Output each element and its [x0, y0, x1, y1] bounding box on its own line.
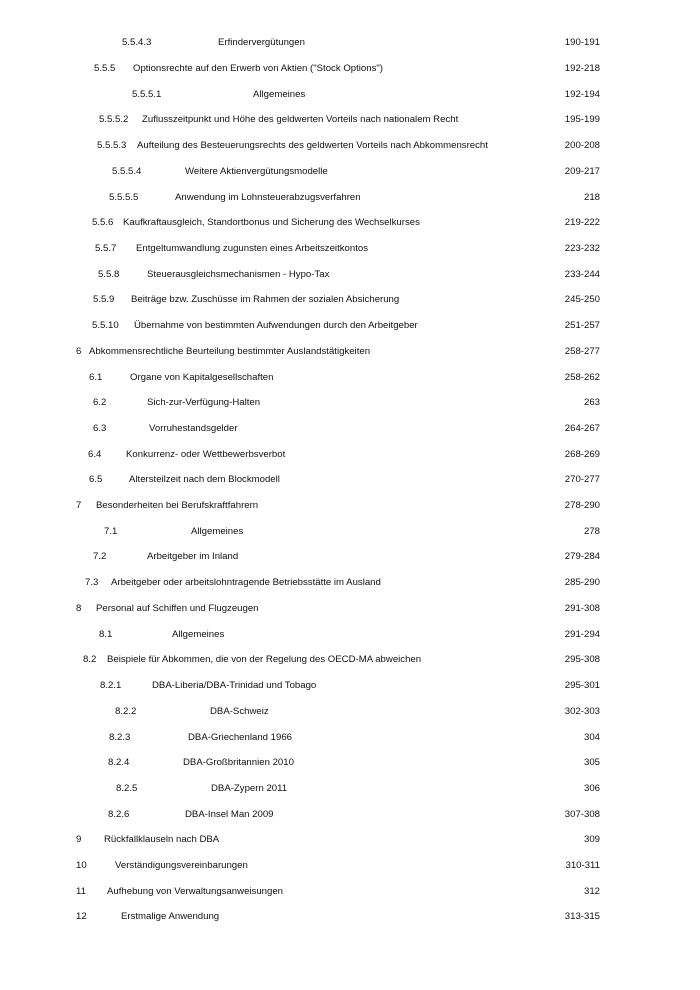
toc-entry-pages: 291-294: [564, 629, 600, 640]
toc-entry-number: 5.5.5.5: [109, 192, 139, 203]
toc-entry: [0, 678, 700, 694]
toc-entry-pages: 192-194: [564, 89, 600, 100]
toc-entry-title: DBA-Liberia/DBA-Trinidad und Tobago: [152, 680, 317, 691]
toc-entry-number: 6.4: [88, 449, 102, 460]
toc-entry: [0, 807, 700, 823]
toc-entry: [0, 704, 700, 720]
toc-entry-pages: 310-311: [565, 860, 600, 871]
toc-entry-title: Erfindervergütungen: [218, 37, 305, 48]
toc-entry: [0, 601, 700, 617]
toc-entry-number: 8.2.4: [108, 757, 130, 768]
toc-entry: [0, 909, 700, 925]
toc-entry-number: 5.5.5.2: [99, 114, 129, 125]
toc-entry-pages: 285-290: [564, 577, 600, 588]
toc-entry-number: 5.5.4.3: [122, 37, 152, 48]
toc-entry-title: Besonderheiten bei Berufskraftfahrern: [96, 500, 259, 511]
toc-entry-pages: 268-269: [564, 449, 600, 460]
toc-entry-title: Kaufkraftausgleich, Standortbonus und Sicherung des Wechselkurses: [123, 217, 420, 228]
toc-entry-title: Zuflusszeitpunkt und Höhe des geldwerten Vorteils nach nationalem Recht: [142, 114, 459, 125]
toc-entry-pages: 306: [583, 783, 600, 794]
toc-entry-number: 6.5: [89, 474, 103, 485]
toc-entry-pages: 233-244: [564, 269, 600, 280]
toc-entry-title: DBA-Schweiz: [210, 706, 269, 717]
toc-entry: [0, 832, 700, 848]
toc-entry: [0, 575, 700, 591]
toc-entry-title: Verständigungsvereinbarungen: [115, 860, 248, 871]
toc-entry-number: 10: [76, 860, 87, 871]
toc-entry-title: Weitere Aktienvergütungsmodelle: [185, 166, 328, 177]
toc-entry-number: 7.1: [104, 526, 118, 537]
toc-entry-title: Entgeltumwandlung zugunsten eines Arbeitszeitkontos: [136, 243, 368, 254]
toc-entry: [0, 318, 700, 334]
toc-entry-title: DBA-Insel Man 2009: [185, 809, 274, 820]
toc-entry-number: 5.5.5: [94, 63, 116, 74]
toc-entry-number: 8.2.5: [116, 783, 138, 794]
toc-entry-number: 8.2: [83, 654, 97, 665]
toc-entry: [0, 549, 700, 565]
toc-entry: [0, 858, 700, 874]
toc-entry-pages: 258-277: [564, 346, 600, 357]
toc-entry-pages: 264-267: [564, 423, 600, 434]
toc-entry-number: 9: [76, 834, 82, 845]
toc-entry-title: Übernahme von bestimmten Aufwendungen durch den Arbeitgeber: [134, 320, 418, 331]
toc-entry: [0, 138, 700, 154]
toc-entry-title: Erstmalige Anwendung: [121, 911, 220, 922]
toc-entry-number: 5.5.5.3: [97, 140, 127, 151]
toc-entry-title: Anwendung im Lohnsteuerabzugsverfahren: [175, 192, 361, 203]
toc-entry-pages: 302-303: [564, 706, 600, 717]
toc-entry-number: 8.2.6: [108, 809, 130, 820]
toc-entry-pages: 295-301: [564, 680, 600, 691]
toc-entry-title: Allgemeines: [191, 526, 244, 537]
toc-entry-number: 8.2.2: [115, 706, 137, 717]
toc-entry-pages: 223-232: [564, 243, 600, 254]
toc-entry-number: 5.5.8: [98, 269, 120, 280]
toc-entry: [0, 395, 700, 411]
toc-entry-number: 7.2: [93, 551, 107, 562]
toc-entry-number: 6.1: [89, 372, 103, 383]
toc-entry: [0, 421, 700, 437]
toc-entry-title: Arbeitgeber oder arbeitslohntragende Betriebsstätte im Ausland: [111, 577, 381, 588]
toc-entry-title: Organe von Kapitalgesellschaften: [130, 372, 274, 383]
toc-entry-title: DBA-Griechenland 1966: [188, 732, 292, 743]
toc-entry-pages: 209-217: [564, 166, 600, 177]
toc-entry-pages: 251-257: [564, 320, 600, 331]
toc-entry-pages: 278: [583, 526, 600, 537]
toc-entry-pages: 190-191: [564, 37, 600, 48]
toc-entry-title: Aufhebung von Verwaltungsanweisungen: [107, 886, 284, 897]
toc-entry-title: Altersteilzeit nach dem Blockmodell: [129, 474, 280, 485]
toc-entry: [0, 472, 700, 488]
toc-entry-pages: 278-290: [564, 500, 600, 511]
toc-entry-pages: 192-218: [564, 63, 600, 74]
toc-entry-number: 5.5.9: [93, 294, 115, 305]
toc-entry-pages: 309: [583, 834, 600, 845]
toc-entry: [0, 755, 700, 771]
toc-entry-number: 8.1: [99, 629, 113, 640]
toc-entry-number: 5.5.6: [92, 217, 114, 228]
toc-entry: [0, 781, 700, 797]
toc-entry-number: 11: [76, 886, 86, 897]
toc-entry: [0, 524, 700, 540]
toc-entry-pages: 270-277: [564, 474, 600, 485]
toc-entry-title: Beispiele für Abkommen, die von der Regelung des OECD-MA abweichen: [107, 654, 422, 665]
toc-entry-title: Abkommensrechtliche Beurteilung bestimmter Auslandstätigkeiten: [89, 346, 371, 357]
toc-entry-pages: 312: [583, 886, 600, 897]
toc-entry-pages: 245-250: [564, 294, 600, 305]
toc-entry: [0, 241, 700, 257]
toc-entry: [0, 627, 700, 643]
toc-entry: [0, 370, 700, 386]
toc-entry-number: 5.5.10: [92, 320, 119, 331]
toc-entry-number: 6: [76, 346, 82, 357]
toc-entry: [0, 884, 700, 900]
toc-entry: [0, 87, 700, 103]
toc-entry-title: Sich-zur-Verfügung-Halten: [147, 397, 261, 408]
toc-entry-pages: 195-199: [564, 114, 600, 125]
toc-entry-title: Steuerausgleichsmechanismen - Hypo-Tax: [147, 269, 330, 280]
toc-entry: [0, 267, 700, 283]
toc-entry-title: Arbeitgeber im Inland: [147, 551, 239, 562]
toc-entry: [0, 112, 700, 128]
toc-entry-title: DBA-Großbritannien 2010: [183, 757, 294, 768]
toc-entry-pages: 313-315: [564, 911, 600, 922]
toc-entry-title: Konkurrenz- oder Wettbewerbsverbot: [126, 449, 286, 460]
toc-entry-pages: 291-308: [564, 603, 600, 614]
toc-entry-number: 7: [76, 500, 82, 511]
toc-entry-number: 5.5.5.4: [112, 166, 142, 177]
toc-entry: [0, 35, 700, 51]
toc-entry-pages: 307-308: [564, 809, 600, 820]
toc-entry: [0, 652, 700, 668]
toc-entry: [0, 344, 700, 360]
toc-entry-title: Vorruhestandsgelder: [149, 423, 238, 434]
toc-entry: [0, 498, 700, 514]
toc-entry-pages: 279-284: [564, 551, 600, 562]
toc-entry-pages: 304: [583, 732, 600, 743]
toc-entry-number: 5.5.7: [95, 243, 117, 254]
toc-entry-title: Personal auf Schiffen und Flugzeugen: [96, 603, 259, 614]
toc-entry-pages: 263: [583, 397, 600, 408]
toc-entry-pages: 218: [583, 192, 600, 203]
toc-entry: [0, 61, 700, 77]
toc-entry: [0, 292, 700, 308]
toc-entry-number: 7.3: [85, 577, 99, 588]
toc-entry-number: 6.2: [93, 397, 107, 408]
toc-entry-number: 12: [76, 911, 87, 922]
toc-entry-pages: 200-208: [564, 140, 600, 151]
toc-entry-title: Allgemeines: [172, 629, 225, 640]
toc-entry-title: Rückfallklauseln nach DBA: [104, 834, 220, 845]
toc-entry: [0, 447, 700, 463]
toc-entry-number: 6.3: [93, 423, 107, 434]
toc-entry-number: 8: [76, 603, 82, 614]
toc-entry-number: 8.2.3: [109, 732, 131, 743]
toc-entry: [0, 215, 700, 231]
toc-entry-number: 8.2.1: [100, 680, 122, 691]
toc-entry-title: Beiträge bzw. Zuschüsse im Rahmen der sozialen Absicherung: [131, 294, 400, 305]
toc-entry-title: DBA-Zypern 2011: [211, 783, 288, 794]
toc-entry: [0, 164, 700, 180]
toc-entry-title: Allgemeines: [253, 89, 306, 100]
toc-entry-title: Optionsrechte auf den Erwerb von Aktien ("Stock Options"): [133, 63, 383, 74]
toc-entry-pages: 219-222: [564, 217, 600, 228]
toc-entry-pages: 258-262: [564, 372, 600, 383]
toc-entry: [0, 730, 700, 746]
toc-entry: [0, 190, 700, 206]
toc-entry-number: 5.5.5.1: [132, 89, 162, 100]
toc-entry-pages: 305: [583, 757, 600, 768]
toc-entry-title: Aufteilung des Besteuerungsrechts des geldwerten Vorteils nach Abkommensrecht: [137, 140, 488, 151]
toc-entry-pages: 295-308: [564, 654, 600, 665]
